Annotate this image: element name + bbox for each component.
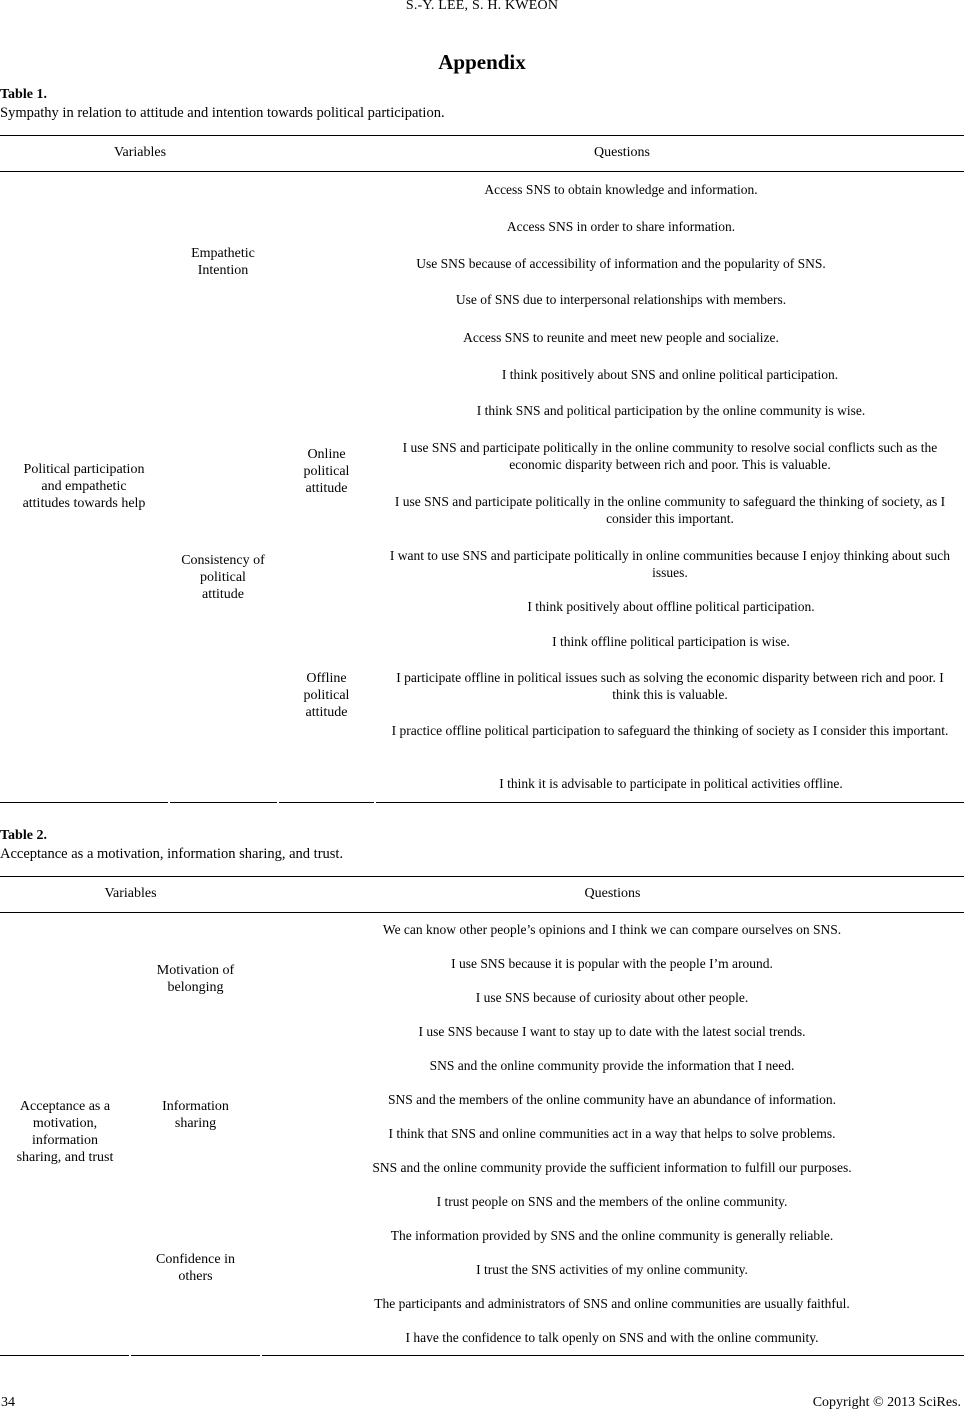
table2-variable-motivation <box>130 962 261 996</box>
table1-question: Access SNS to reunite and meet new people and socialize. <box>463 330 779 345</box>
table2-question: The participants and administrators of SNS and online communities are usually faithful. <box>374 1296 850 1311</box>
table1-variable-level1 <box>0 461 168 512</box>
table2-top-rule <box>0 876 964 877</box>
appendix-title: Appendix <box>438 50 526 74</box>
table2-question: SNS and the online community provide the sufficient information to fulfill our purposes. <box>372 1160 852 1175</box>
variable-line: and empathetic <box>41 479 127 494</box>
variable-line: attitude <box>305 705 348 720</box>
table1-question: I think positively about SNS and online political participation. <box>501 367 839 382</box>
table1-question: I use SNS and participate politically in the online community to safeguard the thinking of society, as I consider this important. <box>394 494 946 526</box>
variable-line: political <box>200 570 246 585</box>
variable-line: Motivation of <box>156 963 235 978</box>
table2-bottom-rule <box>262 1355 964 1356</box>
table2-variable-level1 <box>0 1098 130 1166</box>
table1-bottom-rule <box>279 802 374 803</box>
table1-question: Access SNS in order to share information. <box>506 219 736 234</box>
variable-line: Information <box>162 1099 229 1114</box>
table1-questions-header: Questions <box>594 145 650 160</box>
page-number: 34 <box>1 1395 15 1410</box>
table1-variable-offline <box>278 670 375 721</box>
variable-line: attitude <box>202 587 244 602</box>
table1-top-rule <box>0 135 964 136</box>
table2-question: We can know other people’s opinions and I think we can compare ourselves on SNS. <box>382 922 842 937</box>
variable-line: Empathetic <box>191 246 255 261</box>
table2-question: I use SNS because I want to stay up to date with the latest social trends. <box>418 1024 806 1039</box>
variable-line: Intention <box>197 263 249 278</box>
variable-line: political <box>303 464 350 479</box>
table2-variables-header: Variables <box>104 886 157 901</box>
table1-question: I want to use SNS and participate politically in online communities because I enjoy thinking about such issues. <box>389 548 951 580</box>
table2-question: SNS and the members of the online community have an abundance of information. <box>387 1092 836 1107</box>
table2-question: I use SNS because it is popular with the people I’m around. <box>451 956 773 971</box>
table1-variable-empathetic-intention <box>168 245 278 279</box>
table1-question: I practice offline political participation to safeguard the thinking of society as I consider this important. <box>391 723 949 738</box>
table2-caption: Acceptance as a motivation, information sharing, and trust. <box>0 846 344 862</box>
variable-line: Consistency of <box>181 553 265 568</box>
table2-header-rule <box>0 912 964 913</box>
variable-line: Political participation <box>23 462 145 477</box>
table1-question: I think positively about offline political participation. <box>527 599 815 614</box>
variable-line: information <box>31 1133 99 1148</box>
variable-line: belonging <box>167 980 224 995</box>
table1-question: I participate offline in political issues such as solving the economic disparity between rich and poor. I think this is valuable. <box>396 670 944 702</box>
table2-question: I have the confidence to talk openly on SNS and with the online community. <box>405 1330 819 1345</box>
table1-bottom-rule <box>376 802 964 803</box>
table1-label: Table 1. <box>0 87 47 102</box>
table2-question: I use SNS because of curiosity about other people. <box>475 990 749 1005</box>
variable-line: attitude <box>305 481 348 496</box>
variable-line: sharing, and trust <box>16 1150 114 1165</box>
table1-question: Use SNS because of accessibility of information and the popularity of SNS. <box>416 256 826 271</box>
variable-line: sharing <box>174 1116 217 1131</box>
table1-question: I think offline political participation is wise. <box>552 634 790 649</box>
table2-question: SNS and the online community provide the information that I need. <box>429 1058 795 1073</box>
table1-bottom-rule <box>0 802 168 803</box>
table1-question: I think SNS and political participation by the online community is wise. <box>476 403 866 418</box>
variable-line: Confidence in <box>156 1252 235 1267</box>
table2-question: The information provided by SNS and the online community is generally reliable. <box>390 1228 834 1243</box>
table2-question: I think that SNS and online communities act in a way that helps to solve problems. <box>388 1126 836 1141</box>
table2-bottom-rule <box>131 1355 260 1356</box>
table1-bottom-rule <box>170 802 277 803</box>
table2-bottom-rule <box>0 1355 129 1356</box>
table1-caption: Sympathy in relation to attitude and intention towards political participation. <box>0 105 445 121</box>
table2-question: I trust the SNS activities of my online community. <box>476 1262 748 1277</box>
table1-question: Use of SNS due to interpersonal relationships with members. <box>455 292 787 307</box>
copyright-notice: Copyright © 2013 SciRes. <box>812 1395 961 1410</box>
table2-label: Table 2. <box>0 828 47 843</box>
variable-line: attitudes towards help <box>22 496 146 511</box>
variable-line: Offline <box>306 671 347 686</box>
variable-line: political <box>303 688 350 703</box>
running-header: S.-Y. LEE, S. H. KWEON <box>405 0 559 13</box>
table2-questions-header: Questions <box>584 886 641 901</box>
table1-variable-consistency <box>168 552 278 603</box>
variable-line: Online <box>307 447 346 462</box>
table1-question: I think it is advisable to participate in political activities offline. <box>499 776 843 791</box>
table1-question: Access SNS to obtain knowledge and information. <box>484 182 758 197</box>
variable-line: motivation, <box>32 1116 98 1131</box>
table2-question: I trust people on SNS and the members of the online community. <box>436 1194 788 1209</box>
table1-variable-online <box>278 446 375 497</box>
table2-variable-information-sharing <box>130 1098 261 1132</box>
table2-variable-confidence <box>130 1251 261 1285</box>
table1-question: I use SNS and participate politically in the online community to resolve social conflicts such as the economic disparity between rich and poor. This is valuable. <box>402 440 938 472</box>
table1-header-rule <box>0 171 964 172</box>
variable-line: Acceptance as a <box>19 1099 111 1114</box>
variable-line: others <box>178 1269 213 1284</box>
table1-variables-header: Variables <box>113 145 167 160</box>
